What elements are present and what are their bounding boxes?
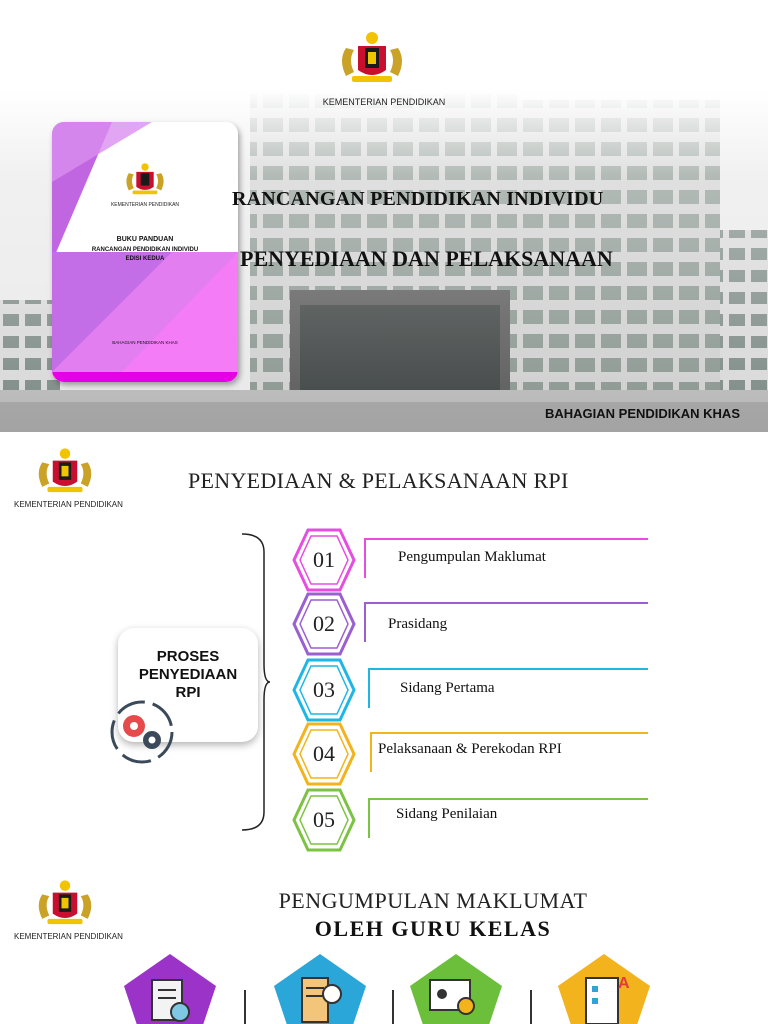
book-subtitle: RANCANGAN PENDIDIKAN INDIVIDU [91, 247, 199, 253]
ministry-label: KEMENTERIAN PENDIDIKAN [322, 97, 446, 107]
step-label: Sidang Pertama [400, 680, 495, 696]
division-label: BAHAGIAN PENDIDIKAN KHAS [544, 406, 740, 421]
step-hexagon [292, 592, 356, 656]
document-search-icon [272, 954, 368, 1024]
guidebook-cover [52, 122, 238, 382]
step-number: 01 [313, 547, 335, 572]
svg-text:A: A [618, 975, 630, 992]
step-number: 05 [313, 807, 335, 832]
step-number: 04 [313, 741, 335, 766]
slide2-title: PENYEDIAAN & PELAKSANAAN RPI [188, 468, 569, 493]
book-ministry-label: KEMENTERIAN PENDIDIKAN [110, 202, 180, 208]
gears-cycle-icon [104, 694, 180, 770]
process-line1: PROSES [156, 648, 220, 665]
ministry-crest-logo [332, 30, 412, 88]
step-label: Sidang Penilaian [396, 806, 498, 822]
icon-separator [244, 990, 246, 1024]
step-hexagon [292, 722, 356, 786]
slide-title [0, 0, 768, 432]
slide1-title-line2: PENYEDIAAN DAN PELAKSANAAN [240, 246, 613, 271]
book-title: BUKU PANDUAN [116, 236, 174, 243]
checklist-magnifier-icon [122, 954, 218, 1024]
icon-separator [392, 990, 394, 1024]
book-edition: EDISI KEDUA [125, 256, 165, 262]
teacher-gear-icon [408, 954, 504, 1024]
ministry-label: KEMENTERIAN PENDIDIKAN [14, 932, 123, 941]
step-number: 03 [313, 677, 335, 702]
step-label: Pengumpulan Maklumat [398, 549, 546, 565]
ministry-label: KEMENTERIAN PENDIDIKAN [14, 500, 123, 509]
book-crest-logo [120, 162, 170, 198]
process-line3: RPI [175, 684, 201, 701]
step-hexagon [292, 658, 356, 722]
slide3-title-line2: OLEH GURU KELAS [314, 916, 552, 941]
step-label: Pelaksanaan & Perekodan RPI [378, 741, 562, 757]
slide3-title-line1: PENGUMPULAN MAKLUMAT [278, 888, 588, 913]
slide-data-collection [0, 864, 768, 1024]
icon-separator [530, 990, 532, 1024]
report-card-icon [556, 954, 652, 1024]
slide-process [0, 432, 768, 864]
step-hexagon [292, 528, 356, 592]
step-hexagon [292, 788, 356, 852]
step-label: Prasidang [388, 616, 448, 632]
process-line2: PENYEDIAAN [138, 666, 238, 683]
ministry-crest-logo [30, 446, 100, 498]
book-footer: BAHAGIAN PENDIDIKAN KHAS [112, 340, 178, 345]
slide1-title-line1: RANCANGAN PENDIDIKAN INDIVIDU [232, 188, 604, 210]
step-number: 02 [313, 611, 335, 636]
process-bracket [240, 532, 270, 832]
